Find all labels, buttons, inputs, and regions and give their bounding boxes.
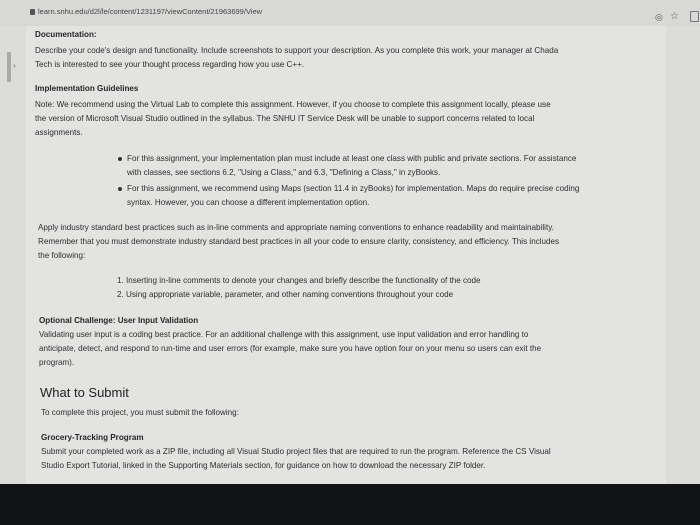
- submit-text-line: Submit your completed work as a ZIP file, including all Visual Studio project files that are required to run the program. Reference the CS Visual: [41, 447, 551, 456]
- lock-icon: [30, 9, 35, 15]
- numbered-list-item: 1. Inserting in-line comments to denote your changes and briefly describe the functionality of the code: [117, 276, 481, 285]
- documentation-heading: Documentation:: [35, 30, 97, 39]
- documentation-text-line: Tech is interested to see your thought process regarding how you use C++.: [35, 60, 305, 69]
- sidebar-panel-icon[interactable]: [690, 11, 699, 22]
- bookmark-star-icon[interactable]: ☆: [670, 11, 679, 22]
- chevron-right-icon[interactable]: ›: [13, 61, 16, 70]
- side-collapse-tab[interactable]: [7, 52, 11, 82]
- guidelines-text-line: assignments.: [35, 128, 83, 137]
- submit-intro-text: To complete this project, you must submit the following:: [41, 408, 239, 417]
- guidelines-heading: Implementation Guidelines: [35, 84, 139, 93]
- grocery-program-heading: Grocery-Tracking Program: [41, 433, 144, 442]
- guidelines-text-line: Note: We recommend using the Virtual Lab to complete this assignment. However, if you choose to complete this assignment locally, please use: [35, 100, 551, 109]
- practices-text-line: Apply industry standard best practices such as in-line comments and appropriate naming conventions to enhance readability and maintainability.: [38, 223, 554, 232]
- bullet-text-line: syntax. However, you can choose a different implementation option.: [127, 198, 370, 207]
- bullet-text-line: For this assignment, your implementation plan must include at least one class with public and private sections. For assistance: [127, 154, 577, 163]
- documentation-text-line: Describe your code's design and functionality. Include screenshots to support your description. As you complete this work, your manager at Chada: [35, 46, 559, 55]
- optional-text-line: program).: [39, 358, 75, 367]
- extension-icon[interactable]: ◎: [655, 12, 663, 22]
- url-text[interactable]: learn.snhu.edu/d2l/le/content/1231197/viewContent/21963699/View: [38, 7, 263, 16]
- optional-text-line: Validating user input is a coding best practice. For an additional challenge with this assignment, use input validation and error handling to: [39, 330, 529, 339]
- address-bar[interactable]: [0, 0, 700, 26]
- bullet-icon: [118, 157, 122, 161]
- optional-text-line: anticipate, detect, and respond to run-time and user errors (for example, make sure you have option four on your menu so users can exit the: [39, 344, 542, 353]
- submit-text-line: Studio Export Tutorial, linked in the Supporting Materials section, for guidance on how to download the necessary ZIP folder.: [41, 461, 486, 470]
- numbered-list-item: 2. Using appropriate variable, parameter, and other naming conventions throughout your code: [117, 290, 454, 299]
- bullet-text-line: For this assignment, we recommend using Maps (section 11.4 in zyBooks) for implementation. Maps do require precise coding: [127, 184, 580, 193]
- bullet-icon: [118, 187, 122, 191]
- bullet-text-line: with classes, see sections 6.2, "Using a Class," and 6.3, "Defining a Class," in zyBooks.: [127, 168, 441, 177]
- practices-text-line: Remember that you must demonstrate industry standard best practices in all your code to ensure clarity, consistency, and efficiency. This includes: [38, 237, 560, 246]
- practices-text-line: the following:: [38, 251, 86, 260]
- what-to-submit-heading: What to Submit: [40, 385, 129, 400]
- optional-challenge-heading: Optional Challenge: User Input Validation: [39, 316, 199, 325]
- screen-bezel: [0, 484, 700, 525]
- guidelines-text-line: the version of Microsoft Visual Studio outlined in the syllabus. The SNHU IT Service Desk will be unable to support concerns related to local: [35, 114, 535, 123]
- content-page: [26, 26, 666, 484]
